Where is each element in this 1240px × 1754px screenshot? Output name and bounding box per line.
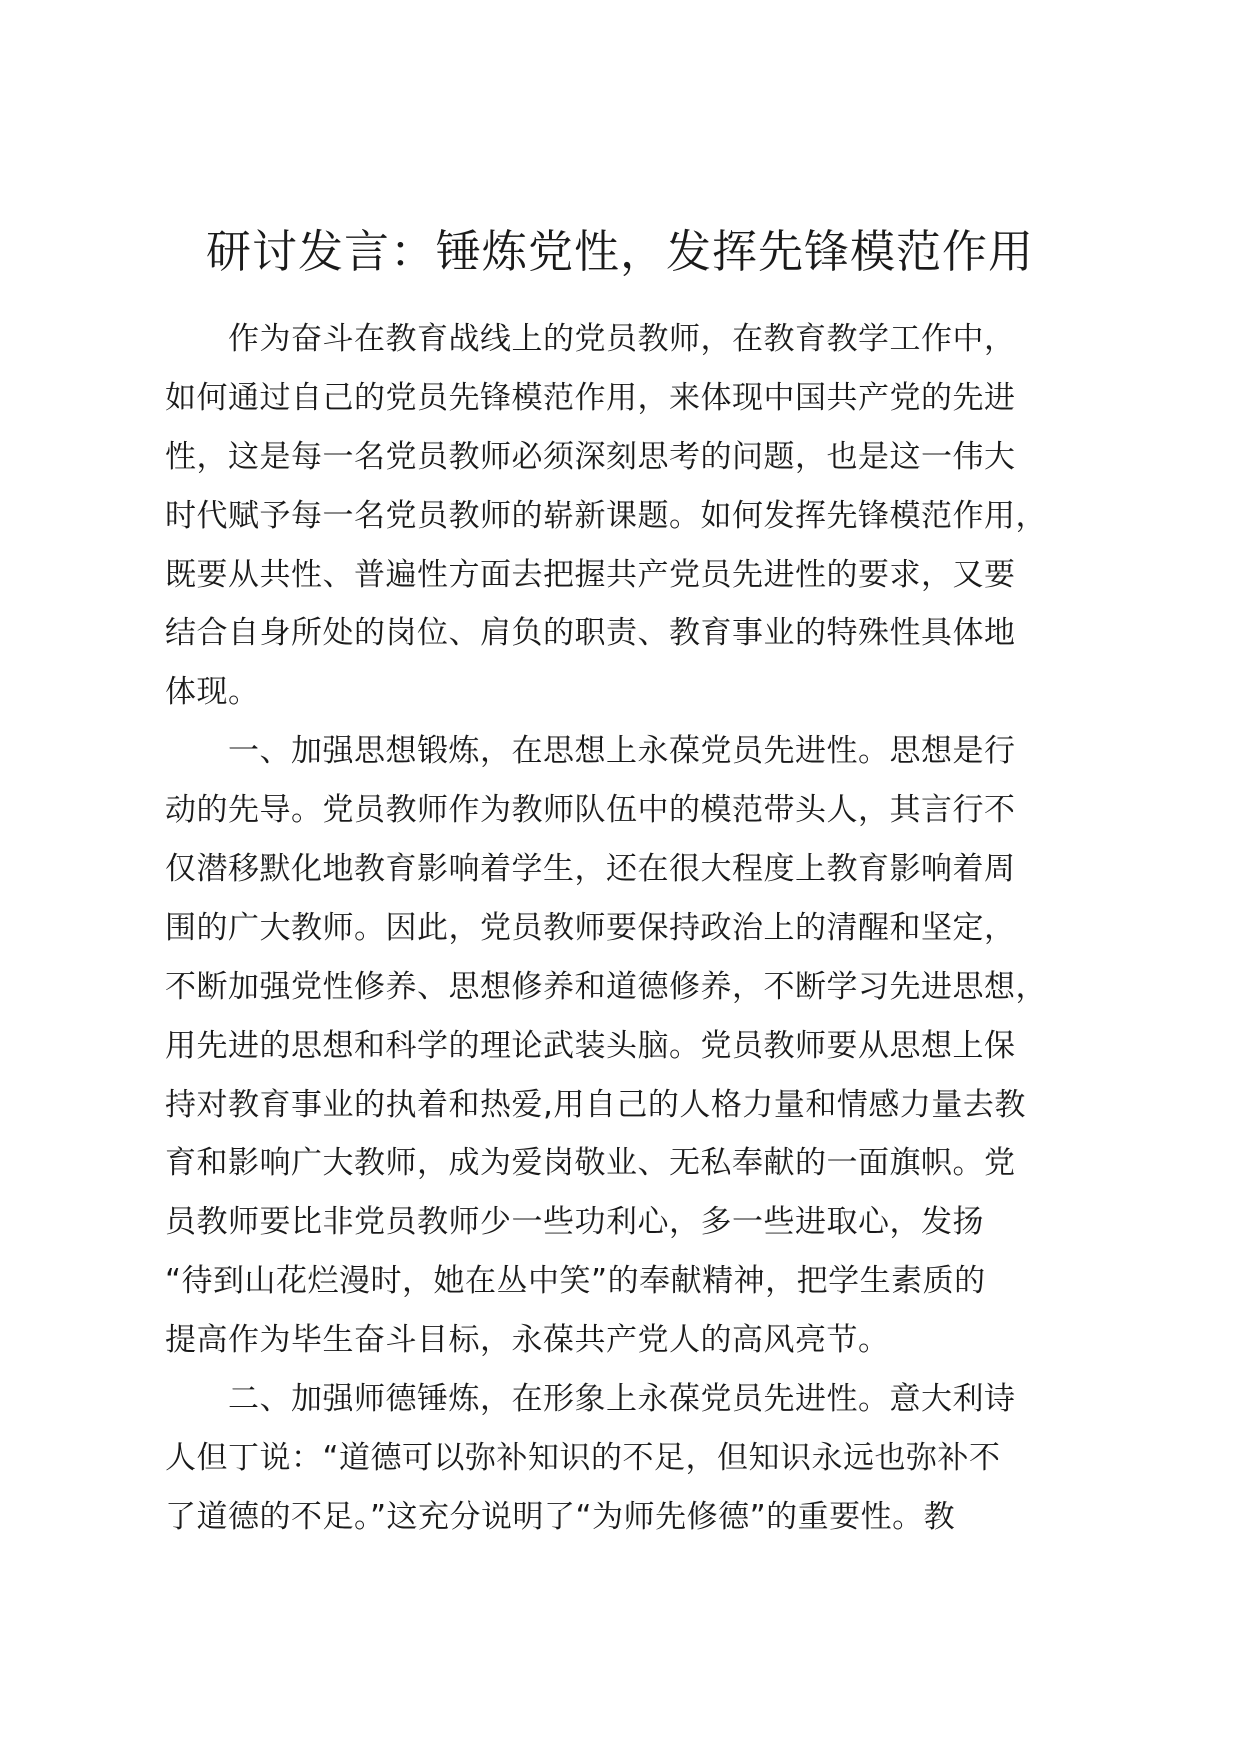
section-two-line: 人但丁说：“道德可以弥补知识的不足，但知识永远也弥补不 (165, 1439, 1001, 1476)
paragraph-intro-line: 体现。 (165, 674, 260, 711)
paragraph-intro-line: 既要从共性、普遍性方面去把握共产党员先进性的要求，又要 (165, 556, 1016, 593)
section-two-line: 了道德的不足。”这充分说明了“为师先修德”的重要性。教 (165, 1498, 956, 1535)
paragraph-intro-line: 如何通过自己的党员先锋模范作用，来体现中国共产党的先进 (165, 379, 1016, 416)
section-one-line: 用先进的思想和科学的理论武装头脑。党员教师要从思想上保 (165, 1027, 1016, 1064)
paragraph-intro-line: 时代赋予每一名党员教师的崭新课题。如何发挥先锋模范作用， (165, 497, 1047, 534)
section-two-line: 二、加强师德锤炼，在形象上永葆党员先进性。意大利诗 (165, 1381, 1016, 1418)
section-one-line: 围的广大教师。因此，党员教师要保持政治上的清醒和坚定， (165, 909, 1016, 946)
section-one-line: 育和影响广大教师，成为爱岗敬业、无私奉献的一面旗帜。党 (165, 1145, 1016, 1182)
paragraph-intro-line: 结合自身所处的岗位、肩负的职责、教育事业的特殊性具体地 (165, 615, 1016, 652)
section-one-line: 员教师要比非党员教师少一些功利心，多一些进取心，发扬 (165, 1204, 984, 1241)
section-one-line: “待到山花烂漫时，她在丛中笑”的奉献精神，把学生素质的 (165, 1263, 986, 1300)
section-one-line: 动的先导。党员教师作为教师队伍中的模范带头人，其言行不 (165, 792, 1016, 829)
paragraph-intro-line: 性，这是每一名党员教师必须深刻思考的问题，也是这一伟大 (165, 438, 1016, 475)
section-one-line: 不断加强党性修养、思想修养和道德修养，不断学习先进思想， (165, 968, 1047, 1005)
document-body (165, 310, 1095, 1547)
section-one-line: 仅潜移默化地教育影响着学生，还在很大程度上教育影响着周 (165, 851, 1016, 888)
paragraph-intro-line: 作为奋斗在教育战线上的党员教师，在教育教学工作中， (165, 321, 1016, 357)
section-one-line: 一、加强思想锻炼，在思想上永葆党员先进性。思想是行 (165, 733, 1016, 770)
section-one-line: 持对教育事业的执着和热爱,用自己的人格力量和情感力量去教 (165, 1086, 1026, 1123)
document-title: 研讨发言：锤炼党性，发挥先锋模范作用 (205, 225, 1034, 278)
section-one-line: 提高作为毕生奋斗目标，永葆共产党人的高风亮节。 (165, 1322, 890, 1359)
